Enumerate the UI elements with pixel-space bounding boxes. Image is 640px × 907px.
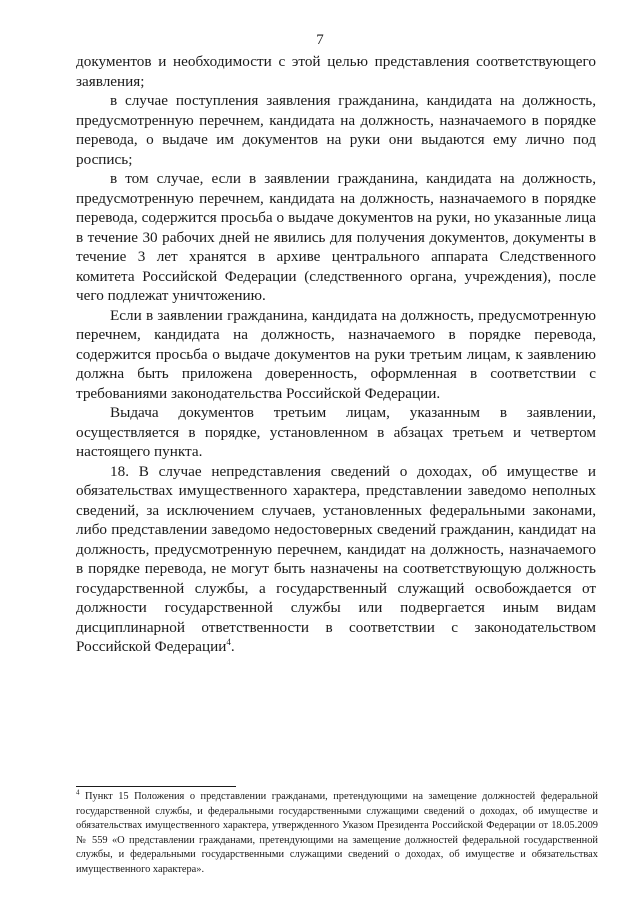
footnote-text: Пункт 15 Положения о представлении гражданами, претендующими на замещение должностей федеральной государственной службы, и федеральными государственными служащими сведений о доходах, об имуществе и обязательствах имущественного характера, утвержденного Указом Президента Российской Федерации от 18.05.2009 № 559 «О представлении гражданами, претендующими на замещение должностей федеральной государственной службы, и федеральными государственными служащими сведений о доходах, об имуществе и обязательствах имущественного характера». <box>76 791 598 875</box>
footnote-reference[interactable]: 4 <box>226 636 231 647</box>
footnote-divider <box>76 786 236 787</box>
page-number: 7 <box>316 32 324 48</box>
paragraph-text: 18. В случае непредставления сведений о доходах, об имуществе и обязательствах имущественного характера, представлении заведомо неполных сведений, за исключением случаев, установленных федеральными законами, либо представлении заведомо недостоверных сведений гражданин, кандидат на должность, предусмотренную перечнем, кандидат на должность, назначаемого в порядке перевода, не могут быть назначены на соответствующую должность государственной службы, а государственный служащий освобождается от должности государственной службы или подвергается иным видам дисциплинарной ответственности в соответствии с законодательством Российской Федерации <box>76 462 596 655</box>
footnote-marker: 4 <box>76 788 80 797</box>
paragraph: Выдача документов третьим лицам, указанным в заявлении, осуществляется в порядке, установленном в абзацах третьем и четвертом настоящего пункта. <box>76 404 596 460</box>
paragraph: в случае поступления заявления гражданина, кандидата на должность, предусмотренную перечнем, кандидата на должность, назначаемого в порядке перевода, о выдаче им документов на руки они выдаются ему лично под роспись; <box>76 92 596 168</box>
body-text <box>76 52 596 657</box>
paragraph: документов и необходимости с этой целью представления соответствующего заявления; <box>76 53 596 90</box>
paragraph-item-18: 18. В случае непредставления сведений о доходах, об имуществе и обязательствах имущественного характера, представлении заведомо неполных сведений, за исключением случаев, установленных федеральными законами, либо представлении заведомо недостоверных сведений гражданин, кандидат на должность, предусмотренную перечнем, кандидат на должность, назначаемого в порядке перевода, не могут быть назначены на соответствующую должность государственной службы, а государственный служащий освобождается от должности государственной службы или подвергается иным видам дисциплинарной ответственности в соответствии с законодательством Российской Федерации$^4$. <box>76 462 596 655</box>
paragraph: Если в заявлении гражданина, кандидата на должность, предусмотренную перечнем, кандидата на должность, назначаемого в порядке перевода, содержится просьба о выдаче документов на руки третьим лицам, к заявлению должна быть приложена доверенность, оформленная в соответствии с требованиями законодательства Российской Федерации. <box>76 306 596 402</box>
paragraph: в том случае, если в заявлении гражданина, кандидата на должность, предусмотренную перечнем, кандидата на должность, назначаемого в порядке перевода, содержится просьба о выдаче документов на руки, но указанные лица в течение 30 рабочих дней не явились для получения документов, документы в течение 3 лет хранятся в архиве центрального аппарата Следственного комитета Российской Федерации (следственного органа, учреждения), после чего подлежат уничтожению. <box>76 170 596 304</box>
footnote <box>76 790 598 878</box>
